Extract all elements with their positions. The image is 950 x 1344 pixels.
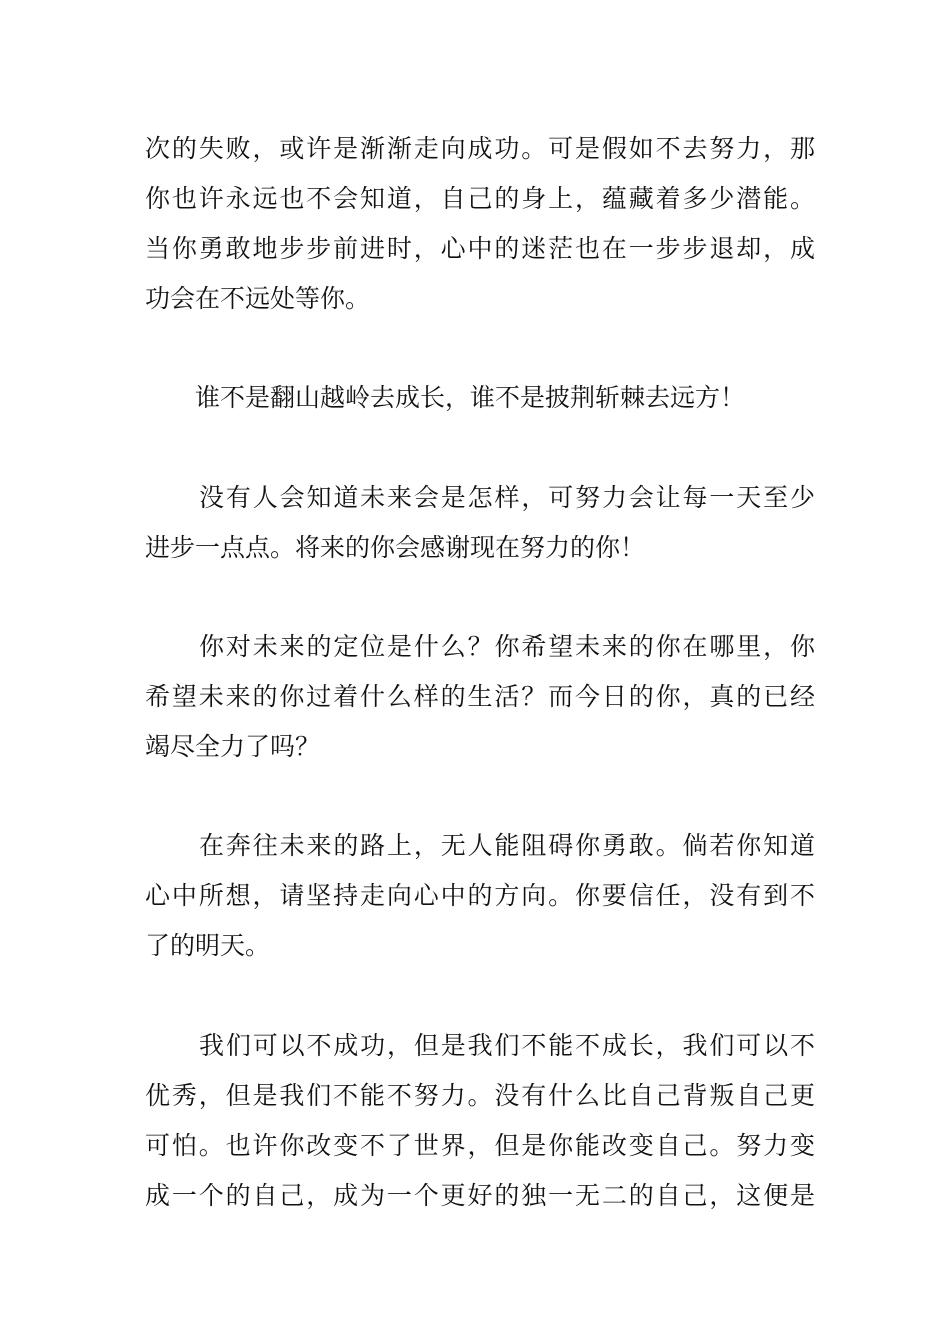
- paragraph-4-line-3: 竭尽全力了吗？: [145, 732, 321, 761]
- paragraph-5-line-1: 在奔往未来的路上，无人能阻碍你勇敢。倘若你知道: [199, 831, 815, 860]
- paragraph-3-line-1: 没有人会知道未来会是怎样，可努力会让每一天至少: [199, 483, 815, 512]
- paragraph-1-line-2: 你也许永远也不会知道，自己的身上，蕴藏着多少潜能。: [145, 184, 815, 213]
- paragraph-1-line-1: 次的失败，或许是渐渐走向成功。可是假如不去努力，那: [145, 134, 815, 163]
- paragraph-4-line-1: 你对未来的定位是什么？你希望未来的你在哪里，你: [199, 632, 815, 661]
- paragraph-6-line-3: 可怕。也许你改变不了世界，但是你能改变自己。努力变: [145, 1131, 815, 1160]
- paragraph-5-line-3: 了的明天。: [145, 931, 271, 960]
- paragraph-2-line-1: 谁不是翻山越岭去成长，谁不是披荆斩棘去远方！: [195, 383, 746, 412]
- paragraph-6-line-1: 我们可以不成功，但是我们不能不成长，我们可以不: [199, 1031, 815, 1060]
- paragraph-4-line-2: 希望未来的你过着什么样的生活？而今日的你，真的已经: [145, 682, 815, 711]
- paragraph-6-line-4: 成一个的自己，成为一个更好的独一无二的自己，这便是: [145, 1181, 815, 1210]
- paragraph-1-line-4: 功会在不远处等你。: [145, 284, 371, 313]
- paragraph-3-line-2: 进步一点点。将来的你会感谢现在努力的你！: [145, 533, 646, 562]
- paragraph-1-line-3: 当你勇敢地步步前进时，心中的迷茫也在一步步退却，成: [145, 234, 815, 263]
- paragraph-6-line-2: 优秀，但是我们不能不努力。没有什么比自己背叛自己更: [145, 1081, 815, 1110]
- paragraph-5-line-2: 心中所想，请坚持走向心中的方向。你要信任，没有到不: [145, 881, 815, 910]
